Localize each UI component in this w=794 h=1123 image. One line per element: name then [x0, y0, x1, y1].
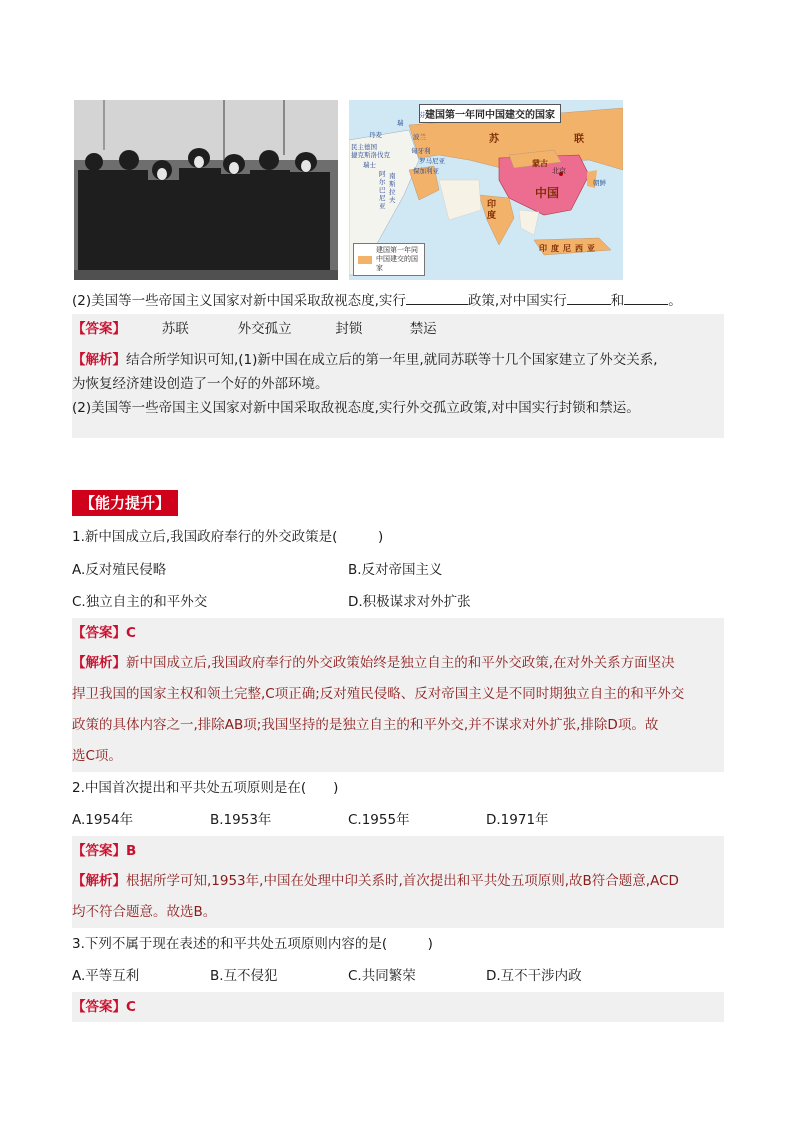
q3-answer-value: C: [126, 999, 136, 1015]
section-title-banner: 【能力提升】: [72, 490, 178, 516]
q1-options-row2: [72, 592, 724, 612]
answer-label: 【答案】: [72, 321, 126, 337]
map-title: 建国第一年同中国建交的国家: [419, 104, 561, 123]
q3-option-c[interactable]: C.共同繁荣: [348, 968, 416, 984]
q2-option-b[interactable]: B.1953年: [210, 812, 272, 828]
q2-option-c[interactable]: C.1955年: [348, 812, 410, 828]
map-label-poland: 波兰: [413, 133, 426, 141]
blank-1[interactable]: [406, 290, 468, 305]
q-prev2-text-c: 和: [610, 293, 625, 309]
map-label-ussr-1: 苏: [489, 134, 499, 145]
map-label-gdr: 民主德国: [351, 143, 377, 151]
analysis-prev-line3: (2)美国等一些帝国主义国家对新中国采取敌视态度,实行外交孤立政策,对中国实行封锁和禁运。: [72, 400, 640, 416]
map-label-ussr-2: 联: [574, 134, 584, 145]
q3-option-a[interactable]: A.平等互利: [72, 968, 140, 984]
q-prev2-text-b: 政策,对中国实行: [467, 293, 567, 309]
map-label-beijing: 北京: [552, 167, 566, 175]
analysis-prev: [72, 344, 724, 438]
q-prev2-text-a: (2)美国等一些帝国主义国家对新中国采取敌视态度,实行: [72, 293, 406, 309]
q2-answer-value: B: [126, 843, 137, 859]
photo-illustration: [74, 100, 338, 280]
q3-options: [72, 966, 724, 986]
legend-text: 建国第一年同中国建交的国家: [376, 246, 418, 272]
q3-answer: [72, 992, 724, 1022]
q1-options-row1: [72, 560, 724, 580]
answer-item-3: 封锁: [335, 321, 363, 337]
map-label-romania: 罗马尼亚: [419, 157, 445, 165]
analysis-prev-line1: 结合所学知识可知,(1)新中国在成立后的第一年里,就同苏联等十几个国家建立了外交关系,: [126, 352, 658, 368]
q2-analysis: [72, 866, 724, 928]
q1-answer-label: 【答案】: [72, 625, 126, 641]
answer-item-2: 外交孤立: [237, 321, 292, 337]
map-label-albania: 阿尔巴尼亚: [379, 170, 386, 210]
legend-swatch: [358, 256, 372, 264]
q3-option-d[interactable]: D.互不干涉内政: [486, 968, 582, 984]
map-label-hungary: 匈牙利: [411, 147, 431, 155]
map-label-denmark: 丹麦: [369, 131, 382, 139]
analysis-label: 【解析】: [72, 352, 126, 368]
q2-option-d[interactable]: D.1971年: [486, 812, 549, 828]
q2-answer-label: 【答案】: [72, 843, 126, 859]
map-label-indonesia: 印度尼西亚: [539, 244, 599, 253]
map-label-yugoslavia: 南斯拉夫: [389, 172, 396, 204]
q1-analysis: [72, 648, 724, 772]
map-label-china: 中国: [535, 186, 560, 200]
q1-analysis-line4: 选C项。: [72, 748, 122, 764]
historical-photo: [74, 100, 338, 280]
answer-item-4: 禁运: [409, 321, 437, 337]
q1-analysis-label: 【解析】: [72, 655, 126, 671]
q1-answer: [72, 618, 724, 648]
q2-options: [72, 810, 724, 830]
map-label-sweden: 瑞: [397, 119, 404, 127]
q2-analysis-line2: 均不符合题意。故选B。: [72, 904, 217, 920]
q3-stem: 3.下列不属于现在表述的和平共处五项原则内容的是( ): [72, 936, 433, 952]
answer-prev: [72, 314, 724, 344]
q1-option-a[interactable]: A.反对殖民侵略: [72, 562, 167, 578]
q3-option-b[interactable]: B.互不侵犯: [210, 968, 278, 984]
answer-item-1: 苏联: [161, 321, 189, 337]
q1-analysis-line2: 捍卫我国的国家主权和领土完整,C项正确;反对殖民侵略、反对帝国主义是不同时期独立自主的和平外交: [72, 686, 685, 702]
map-label-finland: 芬: [419, 111, 426, 119]
map-label-mongolia: 蒙古: [532, 159, 548, 168]
q1-stem: 1.新中国成立后,我国政府奉行的外交政策是( ): [72, 529, 384, 545]
q1-answer-value: C: [126, 625, 136, 641]
map-label-korea: 朝鲜: [593, 179, 606, 187]
map-label-czech: 捷克斯洛伐克: [351, 151, 390, 159]
map-legend: [353, 243, 425, 276]
q1-analysis-line1: 新中国成立后,我国政府奉行的外交政策始终是独立自主的和平外交政策,在对外关系方面坚决: [126, 655, 675, 671]
q2-analysis-label: 【解析】: [72, 873, 126, 889]
q2-analysis-line1: 根据所学可知,1953年,中国在处理中印关系时,首次提出和平共处五项原则,故B符合题意,ACD: [126, 873, 679, 889]
world-map: [349, 100, 623, 280]
blank-3[interactable]: [624, 290, 668, 305]
q1-analysis-line3: 政策的具体内容之一,排除AB项;我国坚持的是独立自主的和平外交,并不谋求对外扩张,排除D项。故: [72, 717, 659, 733]
q1-option-d[interactable]: D.积极谋求对外扩张: [348, 594, 471, 610]
q1-option-c[interactable]: C.独立自主的和平外交: [72, 594, 208, 610]
q3-answer-label: 【答案】: [72, 999, 126, 1015]
question-prev-part2: [72, 290, 724, 311]
blank-2[interactable]: [567, 290, 611, 305]
q1-option-b[interactable]: B.反对帝国主义: [348, 562, 443, 578]
q2-stem: 2.中国首次提出和平共处五项原则是在( ): [72, 780, 339, 796]
q-prev2-text-d: 。: [668, 293, 682, 309]
map-label-swiss: 瑞士: [363, 161, 376, 169]
q2-option-a[interactable]: A.1954年: [72, 812, 134, 828]
analysis-prev-line2: 为恢复经济建设创造了一个好的外部环境。: [72, 376, 329, 392]
map-label-bulgaria: 保加利亚: [413, 167, 439, 175]
map-label-india: 印度: [487, 200, 497, 221]
q2-answer: [72, 836, 724, 866]
